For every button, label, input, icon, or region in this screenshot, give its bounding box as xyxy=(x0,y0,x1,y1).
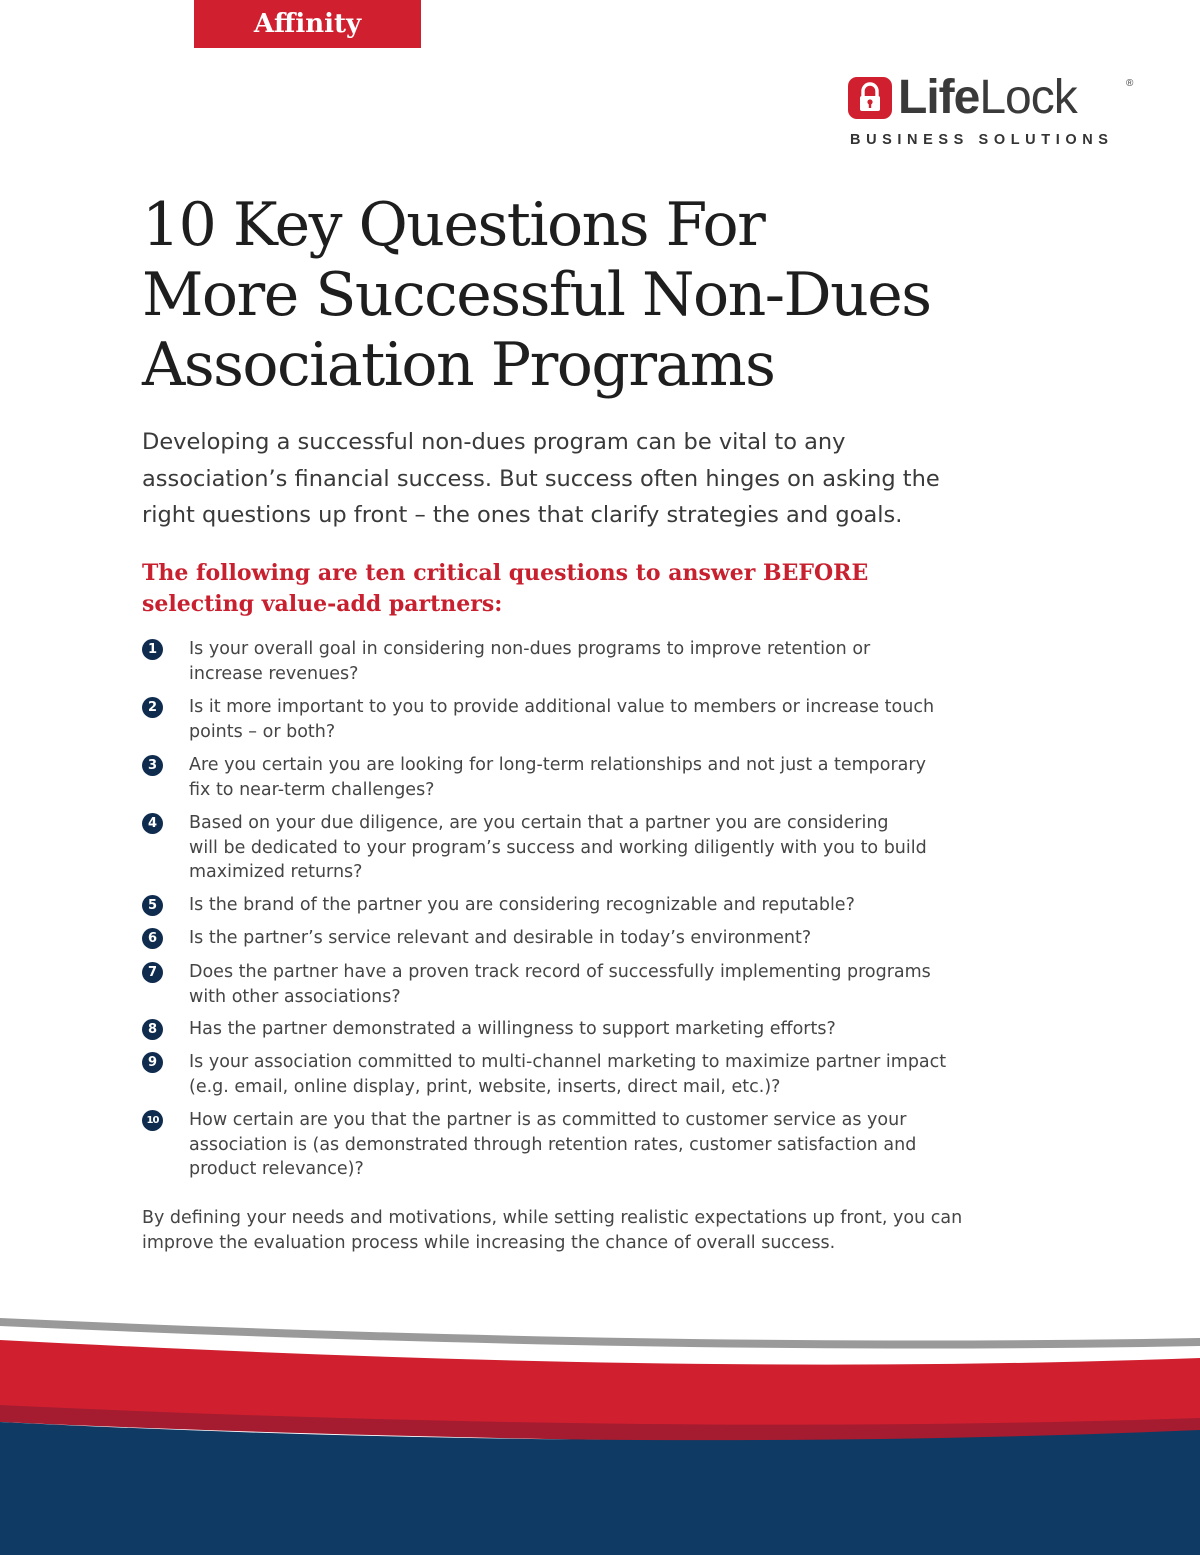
question-text xyxy=(189,637,949,686)
padlock-icon xyxy=(848,75,892,121)
question-line: product relevance)? xyxy=(189,1159,364,1179)
closing-line: improve the evaluation process while increasing the chance of overall success. xyxy=(142,1233,836,1253)
closing-line: By defining your needs and motivations, while setting realistic expectations up front, you can xyxy=(142,1208,963,1228)
question-text xyxy=(189,1108,949,1182)
intro-line: Developing a successful non-dues program can be vital to any xyxy=(142,429,846,455)
question-line: will be dedicated to your program’s success and working diligently with you to build xyxy=(189,837,927,858)
questions-heading xyxy=(142,558,1042,620)
intro-paragraph xyxy=(142,424,1042,534)
number-badge: 3 xyxy=(142,755,163,776)
decorative-wave-footer xyxy=(0,1290,1200,1555)
subhead-line: The following are ten critical questions to answer BEFORE xyxy=(142,560,869,586)
page-title xyxy=(142,190,1142,400)
question-line: increase revenues? xyxy=(189,663,359,684)
logo-subtitle: BUSINESS SOLUTIONS xyxy=(850,132,1114,148)
question-line: with other associations? xyxy=(189,986,401,1007)
question-text xyxy=(189,753,949,802)
intro-line: right questions up front – the ones that clarify strategies and goals. xyxy=(142,502,903,528)
question-text xyxy=(189,1050,949,1099)
question-line: points – or both? xyxy=(189,721,336,742)
number-badge: 8 xyxy=(142,1019,163,1040)
question-line: Based on your due diligence, are you certain that a partner you are considering xyxy=(189,813,889,833)
logo-mark xyxy=(848,70,1077,126)
intro-line: association’s financial success. But success often hinges on asking the xyxy=(142,465,940,492)
subhead-line: selecting value-add partners: xyxy=(142,591,503,617)
number-badge: 1 xyxy=(142,639,163,660)
logo-wordmark xyxy=(898,70,1077,126)
question-text xyxy=(189,960,949,1009)
lifelock-logo xyxy=(848,70,1138,154)
question-line: (e.g. email, online display, print, website, inserts, direct mail, etc.)? xyxy=(189,1076,781,1097)
title-line: More Successful Non-Dues xyxy=(142,260,931,330)
closing-paragraph xyxy=(142,1206,992,1256)
number-badge: 2 xyxy=(142,697,163,718)
question-line: Is your association committed to multi-channel marketing to maximize partner impact xyxy=(189,1052,947,1072)
question-line: maximized returns? xyxy=(189,862,363,882)
number-badge: 6 xyxy=(142,928,163,949)
question-text xyxy=(189,893,949,918)
question-text xyxy=(189,695,949,744)
question-line: Has the partner demonstrated a willingness to support marketing efforts? xyxy=(189,1019,836,1039)
title-line: 10 Key Questions For xyxy=(142,190,765,260)
number-badge: 5 xyxy=(142,895,163,916)
question-line: Is the brand of the partner you are considering recognizable and reputable? xyxy=(189,895,855,915)
question-line: How certain are you that the partner is as committed to customer service as your xyxy=(189,1110,907,1130)
gray-stripe xyxy=(0,1318,1200,1349)
question-line: Is it more important to you to provide additional value to members or increase touch xyxy=(189,697,935,717)
question-text xyxy=(189,926,949,951)
question-line: Is your overall goal in considering non-dues programs to improve retention or xyxy=(189,639,871,659)
number-badge: 4 xyxy=(142,813,163,834)
registered-mark: ® xyxy=(1126,78,1134,89)
affinity-tag: Affinity xyxy=(194,0,421,48)
question-text xyxy=(189,811,949,885)
number-badge: 7 xyxy=(142,962,163,983)
question-line: association is (as demonstrated through retention rates, customer satisfaction and xyxy=(189,1134,917,1155)
logo-word-life: Life xyxy=(898,71,980,124)
navy-band xyxy=(0,1422,1200,1555)
question-line: Does the partner have a proven track record of successfully implementing programs xyxy=(189,962,931,982)
question-line: Are you certain you are looking for long-term relationships and not just a temporary xyxy=(189,755,926,775)
number-badge: 9 xyxy=(142,1052,163,1073)
question-line: Is the partner’s service relevant and desirable in today’s environment? xyxy=(189,928,812,948)
title-line: Association Programs xyxy=(142,330,775,400)
number-badge: 10 xyxy=(142,1110,163,1131)
question-text xyxy=(189,1017,949,1042)
question-line: fix to near-term challenges? xyxy=(189,779,435,800)
logo-word-lock: Lock xyxy=(979,71,1077,124)
